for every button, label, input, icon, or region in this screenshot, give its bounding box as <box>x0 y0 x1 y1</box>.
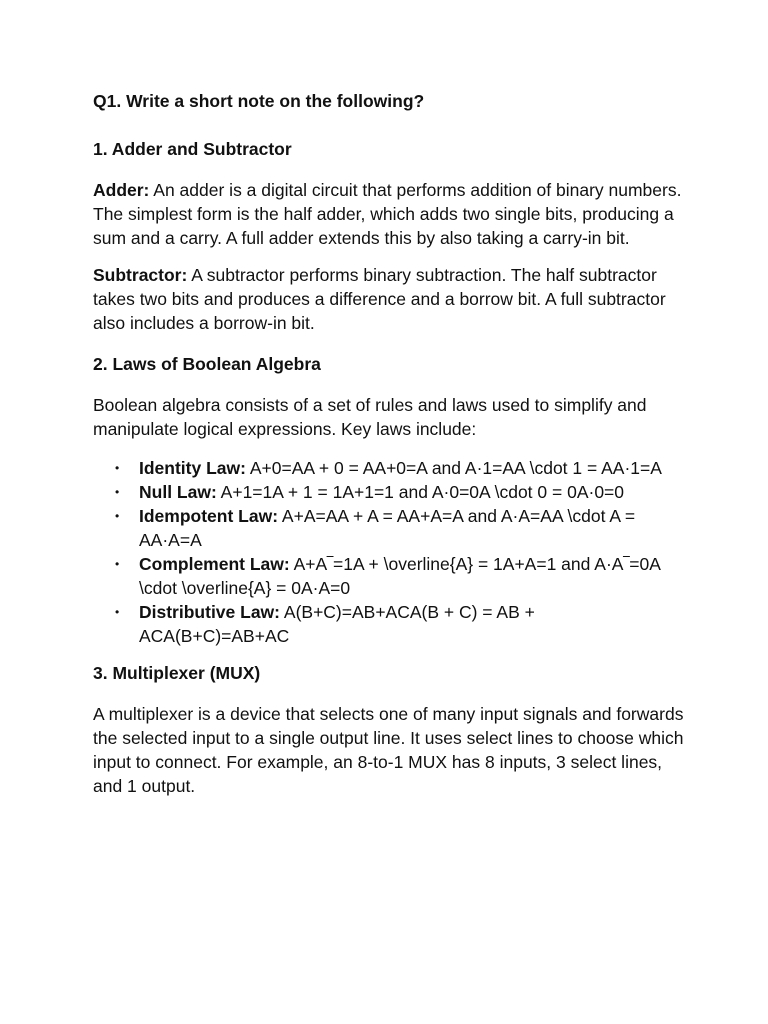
law-text: A+A=AA + A = AA+A=A and A·A=AA \cdot A = AA·A=A <box>139 506 636 550</box>
bullet-icon: • <box>115 509 120 523</box>
list-item <box>93 456 688 480</box>
list-item <box>93 504 688 552</box>
subtractor-text: A subtractor performs binary subtraction. The half subtractor takes two bits and produces a difference and a borrow bit. A full subtractor also includes a borrow-in bit. <box>93 265 666 333</box>
section-heading-adder-subtractor: 1. Adder and Subtractor <box>93 139 292 159</box>
multiplexer-paragraph: A multiplexer is a device that selects one of many input signals and forwards the selected input to a single output line. It uses select lines to choose which input to connect. For example, an 8-to-1 MUX has 8 inputs, 3 select lines, and 1 output. <box>93 704 684 796</box>
section-heading-boolean-laws: 2. Laws of Boolean Algebra <box>93 354 321 374</box>
law-name: Null Law: <box>139 482 217 502</box>
bullet-icon: • <box>115 605 120 619</box>
boolean-laws-list <box>93 456 688 648</box>
document-page <box>93 89 688 811</box>
law-text: A+1=1A + 1 = 1A+1=1 and A·0=0A \cdot 0 = 0A·0=0 <box>216 482 624 502</box>
adder-text: An adder is a digital circuit that performs addition of binary numbers. The simplest form is the half adder, which adds two single bits, producing a sum and a carry. A full adder extends this by also taking a carry-in bit. <box>93 180 682 248</box>
question-title: Q1. Write a short note on the following? <box>93 91 425 111</box>
bullet-icon: • <box>115 461 120 475</box>
law-name: Identity Law: <box>139 458 246 478</box>
bullet-icon: • <box>115 485 120 499</box>
section-heading-multiplexer: 3. Multiplexer (MUX) <box>93 663 261 683</box>
subtractor-term: Subtractor: <box>93 265 188 285</box>
law-name: Idempotent Law: <box>139 506 279 526</box>
list-item <box>93 552 688 600</box>
law-text: A(B+C)=AB+ACA(B + C) = AB + ACA(B+C)=AB+AC <box>139 602 535 646</box>
subtractor-paragraph <box>93 263 688 335</box>
bullet-icon: • <box>115 557 120 571</box>
list-item <box>93 480 688 504</box>
adder-paragraph <box>93 178 688 250</box>
law-name: Complement Law: <box>139 554 290 574</box>
law-text: A+A‾=1A + \overline{A} = 1A+A=1 and A·A‾=0A \cdot \overline{A} = 0A·A=0 <box>139 554 660 598</box>
law-text: A+0=AA + 0 = AA+0=A and A·1=AA \cdot 1 = AA·1=A <box>245 458 662 478</box>
adder-term: Adder: <box>93 180 150 200</box>
boolean-intro-paragraph: Boolean algebra consists of a set of rules and laws used to simplify and manipulate logical expressions. Key laws include: <box>93 395 647 439</box>
list-item <box>93 600 688 648</box>
law-name: Distributive Law: <box>139 602 280 622</box>
